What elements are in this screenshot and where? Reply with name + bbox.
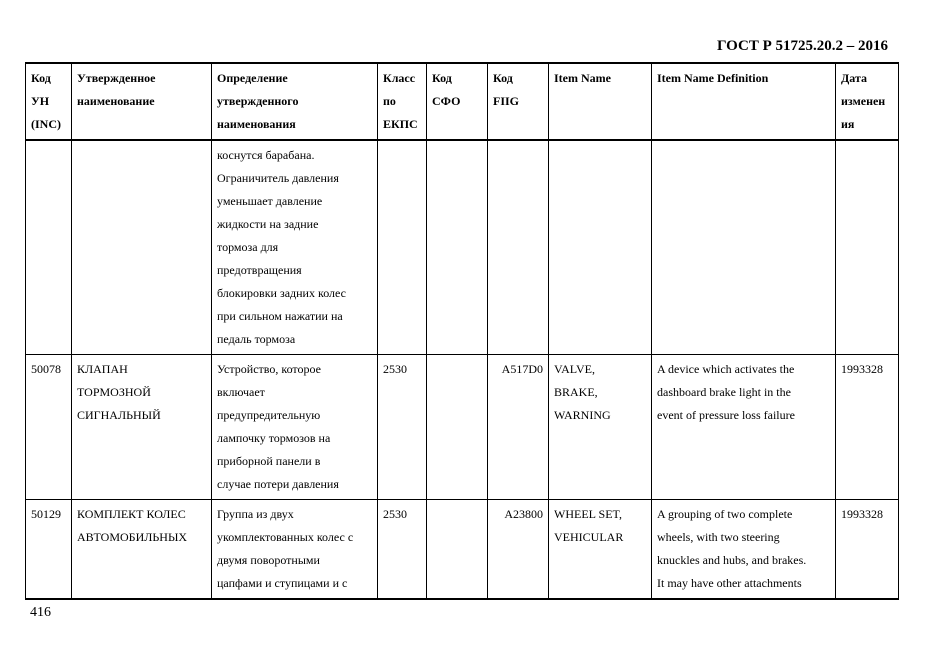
column-header-fiig: Код FIIG [488,63,549,140]
column-header-sfo: Код СФО [427,63,488,140]
cell-item-name-definition: A grouping of two complete wheels, with two steering knuckles and hubs, and brakes. It may have other attachments [652,500,836,600]
cell-sfo [427,355,488,500]
cell-item-name [549,140,652,355]
cell-definition: Группа из двух укомплектованных колес с двумя поворотными цапфами и ступицами и с [212,500,378,600]
table-row [26,500,899,600]
column-header-definition: Определение утвержденного наименования [212,63,378,140]
cell-sfo [427,500,488,600]
cell-item-name: VALVE, BRAKE, WARNING [549,355,652,500]
cell-item-name-definition: A device which activates the dashboard brake light in the event of pressure loss failure [652,355,836,500]
cell-definition: Устройство, которое включает предупредительную лампочку тормозов на приборной панели в случае потери давления [212,355,378,500]
cell-inc: 50078 [26,355,72,500]
cell-approved-name [72,140,212,355]
column-header-date: Дата изменен ия [836,63,899,140]
cell-approved-name: КОМПЛЕКТ КОЛЕС АВТОМОБИЛЬНЫХ [72,500,212,600]
cell-approved-name: КЛАПАН ТОРМОЗНОЙ СИГНАЛЬНЫЙ [72,355,212,500]
cell-date [836,140,899,355]
cell-fiig: A23800 [488,500,549,600]
column-header-class: Класс по ЕКПС [378,63,427,140]
cell-fiig [488,140,549,355]
table-row [26,355,899,500]
cell-class [378,140,427,355]
cell-date: 1993328 [836,355,899,500]
cell-sfo [427,140,488,355]
cell-inc: 50129 [26,500,72,600]
cell-class: 2530 [378,500,427,600]
catalog-table [25,62,899,600]
page-number: 416 [30,605,51,620]
table-row [26,140,899,355]
column-header-inc: Код УН (INC) [26,63,72,140]
cell-class: 2530 [378,355,427,500]
cell-date: 1993328 [836,500,899,600]
column-header-approved-name: Утвержденное наименование [72,63,212,140]
column-header-item-name: Item Name [549,63,652,140]
cell-inc [26,140,72,355]
cell-definition: коснутся барабана. Ограничитель давления уменьшает давление жидкости на задние тормоза для предотвращения блокировки задних колес при сильном нажатии на педаль тормоза [212,140,378,355]
document-standard-header: ГОСТ Р 51725.20.2 – 2016 [716,38,888,54]
cell-fiig: A517D0 [488,355,549,500]
table-header-row [26,63,899,140]
cell-item-name: WHEEL SET, VEHICULAR [549,500,652,600]
column-header-item-name-definition: Item Name Definition [652,63,836,140]
cell-item-name-definition [652,140,836,355]
